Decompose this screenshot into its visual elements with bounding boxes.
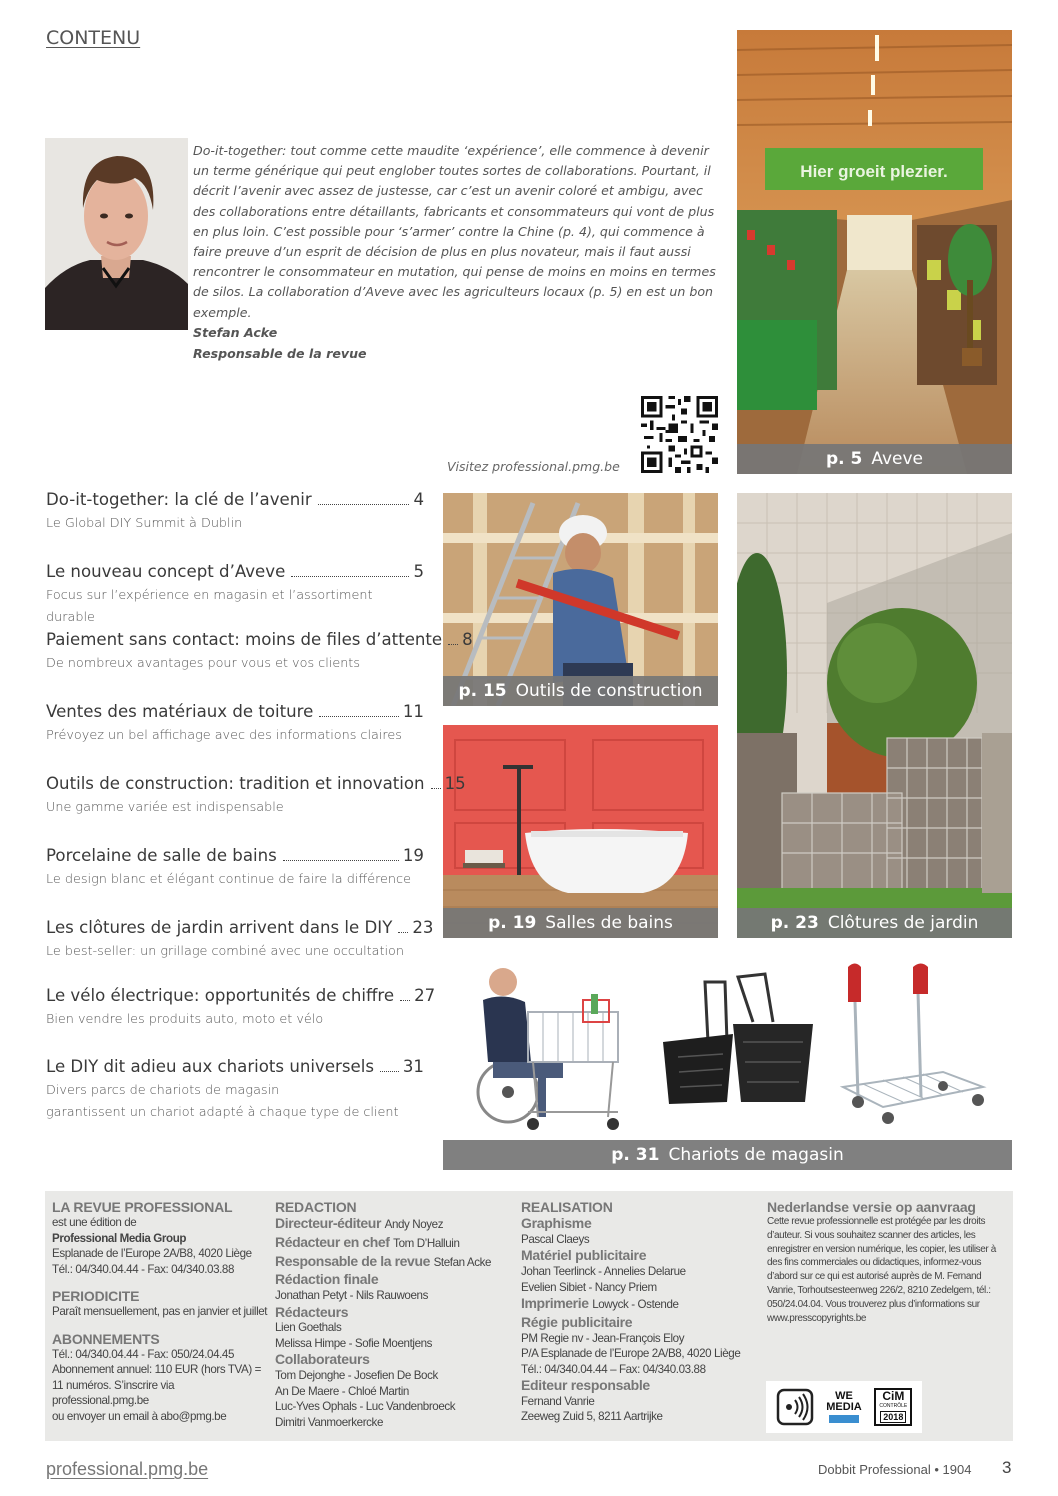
toc-item[interactable]: Le vélo électrique: opportunités de chiffre 27 Bien vendre les produits auto, moto et vélo: [46, 986, 436, 1027]
caption-bathroom: p. 19 Salles de bains: [443, 908, 718, 938]
caption-construction: p. 15 Outils de construction: [443, 676, 718, 706]
cim-logo: CiM CONTRÔLE 2018: [874, 1388, 912, 1426]
toc-item[interactable]: Do-it-together: la clé de l’avenir 4 Le Global DIY Summit à Dublin: [46, 490, 424, 531]
caption-aveve: p. 5 Aveve: [737, 444, 1012, 474]
aveve-sign-text: Hier groeit plezier.: [800, 162, 948, 181]
photo-shopping-carts: [443, 962, 1012, 1170]
editorial-signature: [193, 322, 367, 364]
press-copyright-logo: [776, 1388, 814, 1426]
qr-code[interactable]: [641, 396, 718, 473]
toc-item[interactable]: Les clôtures de jardin arrivent dans le DIY 23 Le best-seller: un grillage combiné avec une occultation: [46, 918, 434, 959]
toc-page-number: 31: [402, 1057, 424, 1076]
caption-garden-fences: p. 23 Clôtures de jardin: [737, 908, 1012, 938]
photo-construction: [443, 493, 718, 706]
author-portrait: [45, 138, 188, 330]
page-number: 3: [1002, 1458, 1012, 1477]
toc-page-number: 8: [462, 630, 473, 649]
author-name: Stefan Acke: [193, 325, 278, 340]
toc-item[interactable]: Ventes des matériaux de toiture 11 Prévoyez un bel affichage avec des informations claires: [46, 702, 424, 743]
visit-website-text: Visitez professional.pmg.be: [447, 459, 620, 474]
page-title: CONTENU: [46, 27, 141, 49]
toc-page-number: 23: [412, 918, 434, 937]
we-media-logo: WE MEDIA: [825, 1388, 863, 1426]
toc-item[interactable]: Paiement sans contact: moins de files d’attente 8 De nombreux avantages pour vous et vos clients: [46, 630, 473, 671]
partner-logos: [766, 1381, 922, 1433]
toc-page-number: 15: [444, 774, 466, 793]
toc-page-number: 11: [402, 702, 424, 721]
toc-item[interactable]: Le DIY dit adieu aux chariots universels 31 Divers parcs de chariots de magasin garantissent un chariot adapté à chaque type de client: [46, 1057, 424, 1120]
colophon-publisher: LA REVUE PROFESSIONAL est une édition de Professional Media Group Esplanade de l’Europe 2A/B8, 4020 Liège Tél.: 04/340.04.44 - Fax: 04/340.03.88 PERIODICITE Paraît mensuellement, pas en janvier et juillet ABONNEMENTS Tél.: 04/340.04.44 - Fax: 050/24.04.45 Abonnement annuel: 110 EUR (hors TVA) = 11 numéros. S’inscrire via professional.pmg.be ou envoyer un email à abo@pmg.be: [52, 1199, 268, 1423]
toc-page-number: 27: [414, 986, 436, 1005]
caption-shopping-carts: p. 31 Chariots de magasin: [443, 1140, 1012, 1170]
toc-page-number: 5: [413, 562, 424, 581]
website-link[interactable]: professional.pmg.be: [46, 1459, 209, 1479]
photo-bathroom: [443, 725, 718, 938]
editorial-text: Do-it-together: tout comme cette maudite ‘expérience’, elle commence à devenir un terme générique qui peut englober toutes sortes de collaborations. Pourtant, il décrit l’avenir avec assez de justesse, car c’est un avenir coloré et ambigu, avec des collaborations entre détaillants, fabricants et consommateurs qui vont de plus en plus loin. C’est possible pour ‘s’armer’ contre la Chine (p. 4), qui commence à faire preuve d’un esprit de décision de plus en plus novateur, mais il faut aussi rencontrer le consommateur en mutation, qui pense de moins en moins en termes de silos. La collaboration d’Aveve avec les agriculteurs locaux (p. 5) en est un bon exemple.: [193, 143, 716, 320]
colophon-copyright: Nederlandse versie op aanvraag Cette revue professionnelle est protégée par les droits d’auteur. Si vous souhaitez scanner des articles, les enregistrer en version numérique, les copier, les utiliser à des fins commerciales ou didactiques, informez-vous d’abord sur ce qui est autorisé auprès de M. Fernand Vanrie, Torhoutsesteenweg 226/2, 8210 Zedelgem, tél.: 050/24.04.04. Vous trouverez plus d’informations sur www.presscopyrights.be: [767, 1199, 996, 1324]
toc-page-number: 19: [402, 846, 424, 865]
toc-item[interactable]: Le nouveau concept d’Aveve 5 Focus sur l’expérience en magasin et l’assortiment durable: [46, 562, 424, 625]
photo-aveve-store: [737, 30, 1012, 474]
toc-page-number: 4: [413, 490, 424, 509]
toc-item[interactable]: Outils de construction: tradition et innovation 15 Une gamme variée est indispensable: [46, 774, 466, 815]
toc-item[interactable]: Porcelaine de salle de bains 19 Le design blanc et élégant continue de faire la différence: [46, 846, 424, 887]
author-role: Responsable de la revue: [193, 346, 367, 361]
publication-issue: Dobbit Professional • 1904: [818, 1462, 972, 1477]
photo-garden-fences: [737, 493, 1012, 938]
colophon-realisation: REALISATION Graphisme Pascal Claeys Matériel publicitaire Johan Teerlinck - Annelies Delarue Evelien Sibiet - Nancy Priem Imprimerie Lowyck - Ostende Régie publicitaire PM Regie nv - Jean-François Eloy P/A Esplanade de l’Europe 2A/B8, 4020 Liège Tél.: 04/340.04.44 – Fax: 04/340.03.88 Editeur responsable Fernand Vanrie Zeeweg Zuid 5, 8211 Aartrijke: [521, 1199, 741, 1424]
colophon-redaction: REDACTION Directeur-éditeur Andy Noyez Rédacteur en chef Tom D’Halluin Responsable de la revue Stefan Acke Rédaction finale Jonathan Petyt - Nils Rauwoens Rédacteurs Lien Goethals Melissa Himpe - Sofie Moentjens Collaborateurs Tom Dejonghe - Josefien De Bock An De Maere - Chloé Martin Luc-Yves Ophals - Luc Vandenbroeck Dimitri Vanmoerkercke: [275, 1199, 492, 1429]
